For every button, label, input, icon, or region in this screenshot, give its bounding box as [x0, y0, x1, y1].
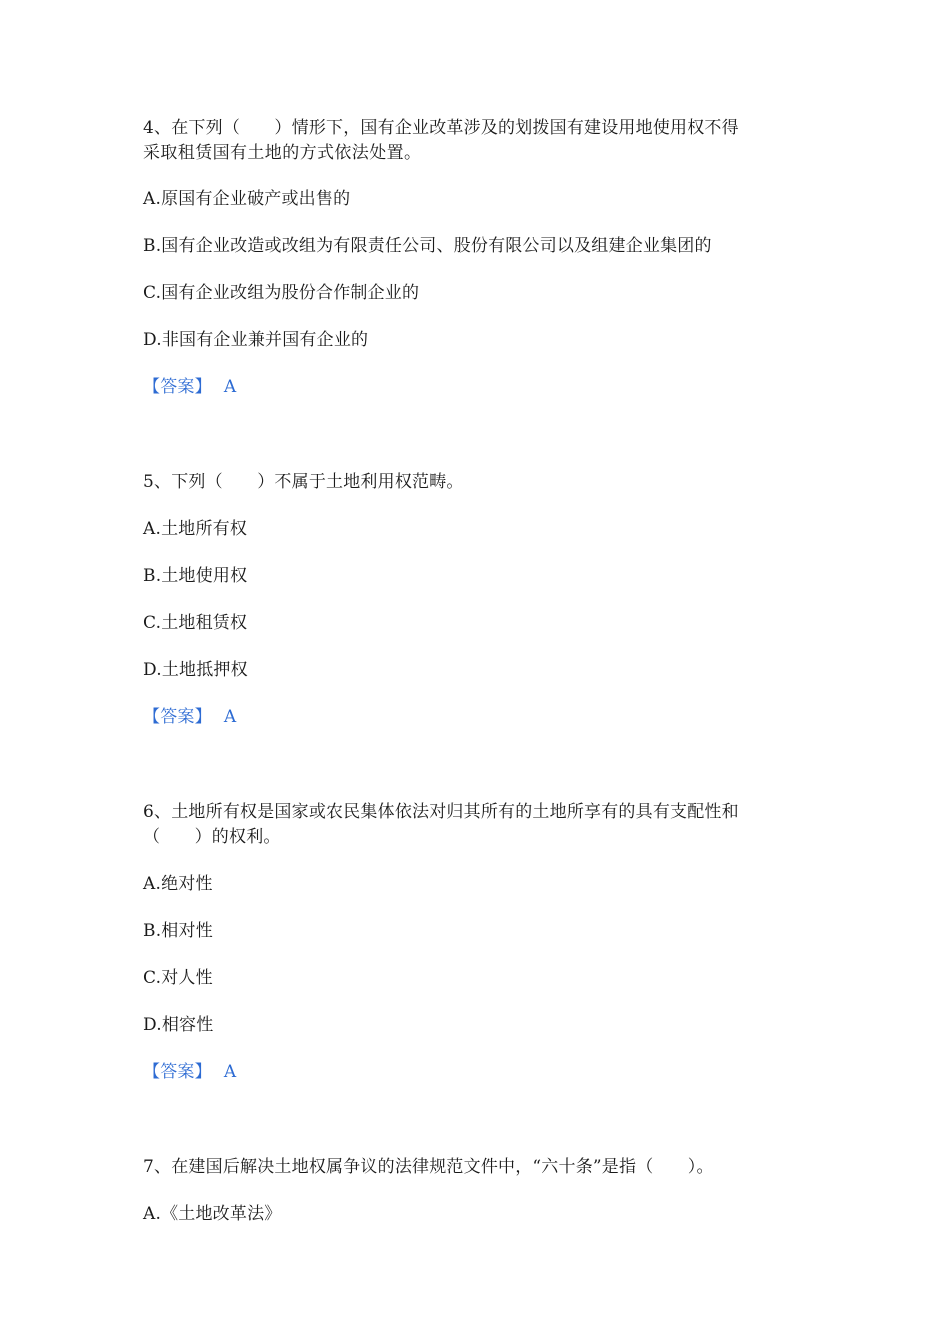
- question-4-answer: [143, 375, 236, 399]
- question-6-option-b: B.相对性: [143, 921, 213, 941]
- question-5-option-b: B.土地使用权: [143, 566, 248, 586]
- question-4-stem-line-2: 采取租赁国有土地的方式依法处置。: [143, 143, 422, 163]
- question-4-option-b: B.国有企业改造或改组为有限责任公司、股份有限公司以及组建企业集团的: [143, 236, 712, 256]
- question-6-answer: [143, 1060, 236, 1084]
- answer-value: A: [223, 707, 237, 727]
- question-5-option-d: D.土地抵押权: [143, 660, 248, 680]
- question-6-option-c: C.对人性: [143, 968, 213, 988]
- question-5-option-c: C.土地租赁权: [143, 613, 248, 633]
- question-7-stem-line-1: 7、在建国后解决土地权属争议的法律规范文件中，“六十条”是指（ ）。: [143, 1157, 714, 1177]
- question-5-answer: [143, 705, 236, 729]
- question-4-option-a: A.原国有企业破产或出售的: [143, 189, 351, 209]
- answer-value: A: [223, 1062, 237, 1082]
- question-4-option-c: C.国有企业改组为股份合作制企业的: [143, 283, 420, 303]
- question-6-option-a: A.绝对性: [143, 874, 213, 894]
- question-4-stem-line-1: 4、在下列（ ）情形下，国有企业改革涉及的划拨国有建设用地使用权不得: [143, 118, 739, 138]
- question-5-stem-line-1: 5、下列（ ）不属于土地利用权范畴。: [143, 472, 464, 492]
- question-6-stem-line-2: （ ）的权利。: [143, 827, 281, 847]
- answer-label: 【答案】: [143, 707, 212, 727]
- answer-label: 【答案】: [143, 377, 212, 397]
- question-7-option-a: A.《土地改革法》: [143, 1204, 282, 1224]
- question-5-option-a: A.土地所有权: [143, 519, 248, 539]
- answer-label: 【答案】: [143, 1062, 212, 1082]
- question-4-option-d: D.非国有企业兼并国有企业的: [143, 330, 369, 350]
- answer-value: A: [223, 377, 237, 397]
- question-6-option-d: D.相容性: [143, 1015, 214, 1035]
- question-6-stem-line-1: 6、土地所有权是国家或农民集体依法对归其所有的土地所享有的具有支配性和: [143, 802, 739, 822]
